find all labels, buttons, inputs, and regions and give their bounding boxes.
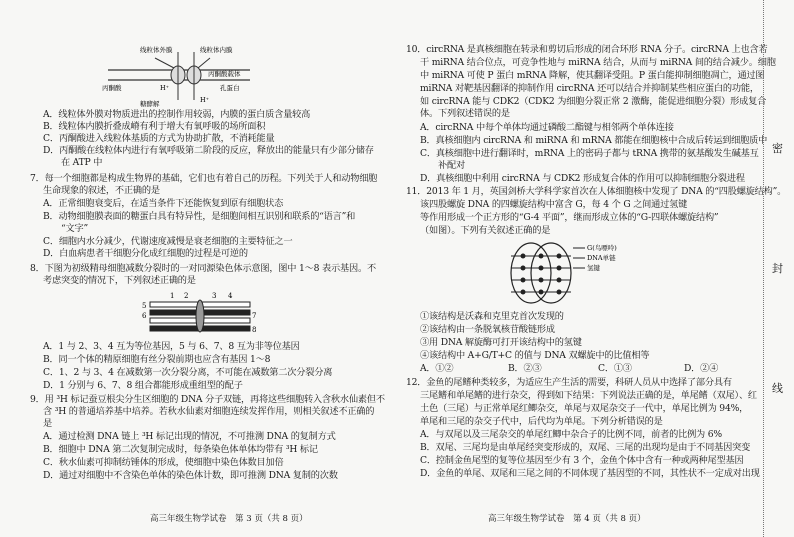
q12-stem-4: 单尾和三尾的杂交子代中，后代均为单尾。下列分析错误的是	[420, 416, 663, 427]
chrom-label-4: 4	[228, 292, 233, 300]
q6-option-a: A．线粒体外膜对物质进出的控制作用较弱，内膜的蛋白质含量较高	[43, 109, 311, 120]
q10-option-d: D．真核细胞中利用 circRNA 与 CDK2 形成复合体的作用可以抑制细胞分裂进程	[420, 173, 745, 184]
q6-option-d-cont: 在 ATP 中	[43, 157, 103, 168]
chrom-label-7: 7	[252, 312, 257, 320]
left-footer: 高三年级生物学试卷 第 3 页（共 8 页）	[150, 514, 308, 524]
chrom-label-2: 2	[184, 292, 189, 300]
q12-stem-2: 三尾鳍和单尾鳍的进行杂交，得到如下结果：下列说法正确的是，单尾鳍（双尾）、红	[420, 390, 757, 401]
q11-statement-3: ③用 DNA 解旋酶可打开该结构中的氢键	[420, 337, 582, 348]
q11-option-d: D．②④	[684, 363, 719, 374]
margin-char-2: 封	[772, 262, 783, 275]
q8-stem-1: 8．下图为初级精母细胞减数分裂时的一对同源染色体示意图，图中 1～8 表示基因。不	[30, 263, 376, 274]
binding-margin	[763, 0, 794, 537]
fig1-label-glycolysis: 糖酵解	[140, 100, 160, 108]
q10-stem-2: 干 miRNA 结合位点，可竞争性地与 miRNA 结合，从而与 miRNA 间的结合减少。细胞	[420, 57, 776, 68]
q10-option-c: C．真核细胞中进行翻译时，mRNA 上的密码子都与 tRNA 携带的氨基酸发生碱基互	[420, 148, 759, 159]
q8-option-b: B．同一个体的精原细胞有丝分裂前期也应含有基因 1～8	[43, 354, 271, 365]
dna-strand-label: DNA单链	[587, 254, 616, 262]
q10-stem-4: miRNA 对靶基因翻译的抑制作用 circRNA 还可以结合并抑制某些相应蛋白的功能，	[420, 83, 759, 94]
q7-stem-2: 生命现象的叙述，不正确的是	[43, 185, 160, 196]
q6-option-c: C．丙酮酸进入线粒体基质的方式为协助扩散，不消耗能量	[43, 133, 275, 144]
q11-stem-3: 等作用形成一个正方形的“G-4 平面”，继而形成立体的“G-四联体螺旋结构”	[420, 212, 719, 223]
mitochondria-membrane-figure	[100, 42, 260, 110]
q12-option-c: C．控制金鱼尾型的复等位基因至少有 3 个，金鱼个体中含有一种或两种尾型基因	[420, 455, 744, 466]
q12-option-b: B．双尾、三尾均是由单尾经突变形成的，双尾、三尾的出现均是由于不同基因突变	[420, 442, 751, 453]
q12-stem-3: 土色（三尾）与正常单尾红鲫杂交，单尾与双尾杂交子一代中，单尾比例为 94%，	[420, 403, 749, 414]
q11-stem-2: 该四股螺旋 DNA 的四螺旋结构中富含 G，每 4 个 G 之间通过氢键	[420, 199, 688, 210]
q8-option-a: A．1 与 2、3、4 互为等位基因，5 与 6、7、8 互为非等位基因	[43, 341, 300, 352]
margin-char-1: 密	[772, 142, 783, 155]
q11-statement-4: ④该结构中 A+G/T+C 的值与 DNA 双螺旋中的比值相等	[420, 350, 650, 361]
q10-stem-1: 10．circRNA 是真核细胞在转录和剪切后形成的闭合环形 RNA 分子。circRNA 上也含若	[406, 44, 768, 55]
q10-stem-3: 中 miRNA 可使 P 蛋白 mRNA 降解，使其翻译受阻。P 蛋白能抑制细胞凋亡，通过图	[420, 70, 765, 81]
fig1-label-porin: 孔蛋白	[220, 84, 240, 92]
q8-option-c: C．1、2 与 3、4 在减数第一次分裂分离，不可能在减数第二次分裂分离	[43, 367, 333, 378]
q11-option-a: A．①②	[420, 363, 454, 374]
q7-stem-1: 7．每一个细胞都是构成生物界的基础，它们也有着自己的历程。下列关于人和动物细胞	[30, 173, 378, 184]
chrom-label-3: 3	[212, 292, 217, 300]
homologous-chromosome-figure	[140, 288, 260, 338]
margin-char-3: 线	[772, 382, 783, 395]
q11-option-c: C．①③	[598, 363, 632, 374]
q12-option-d: D．金鱼的单尾、双尾和三尾之间的不同体现了基因型的不同，其性状不一定成对出现	[420, 468, 760, 479]
q7-option-c: C．细胞内水分减少，代谢速度减慢是衰老细胞的主要特征之一	[43, 236, 293, 247]
q9-option-b: B．细胞中 DNA 第二次复制完成时，每条染色体单体均带有 ³H 标记	[43, 444, 318, 455]
q10-option-b: B．真核细胞内 circRNA 和 miRNA 和 mRNA 都能在细胞核中合成后转运到细胞质中	[420, 135, 768, 146]
q10-option-a: A．circRNA 中每个单体均通过磷酸二酯键与相邻两个单体连接	[420, 122, 674, 133]
q9-option-d: D．通过对细胞中不含染色单体的染色体计数，即可推测 DNA 复制的次数	[43, 470, 338, 481]
chrom-label-8: 8	[252, 326, 257, 334]
q7-option-a: A．正常细胞衰变后，在适当条件下还能恢复到原有细胞状态	[43, 198, 284, 209]
q11-option-b: B．②③	[508, 363, 542, 374]
q7-option-b: B．动物细胞膜表面的糖蛋白具有特异性，是细胞间相互识别和联系的“语言”和	[43, 211, 356, 222]
q12-stem-1: 12．金鱼的尾鳍种类较多，为适应生产生活的需要，科研人员从中选择了部分具有	[406, 377, 732, 388]
q10-stem-5: 如 circRNA 能与 CDK2（CDK2 为细胞分裂正常 2 激酶，能促进细胞分裂）形成复合	[420, 96, 767, 107]
q8-option-d: D．1 分别与 6、7、8 组合都能形成重组型的配子	[43, 380, 243, 391]
q9-option-a: A．通过检测 DNA 链上 ³H 标记出现的情况，不可推测 DNA 的复制方式	[43, 431, 336, 442]
hydrogen-bond-label: 氢键	[587, 264, 600, 272]
q10-option-c-cont: 补配对	[420, 160, 465, 171]
fig1-label-outer: 线粒体外膜	[140, 46, 173, 54]
g-quadruplex-figure	[493, 238, 668, 308]
fig1-label-inner: 线粒体内膜	[200, 46, 233, 54]
fig1-label-h2: H⁺	[200, 96, 210, 104]
chrom-label-1: 1	[170, 292, 175, 300]
q9-option-c: C．秋水仙素可抑制纺锤体的形成，使细胞中染色体数目加倍	[43, 457, 284, 468]
q8-stem-2: 考虑突变的情况下，下列叙述正确的是	[43, 275, 196, 286]
q9-stem-1: 9．用 ³H 标记蚕豆根尖分生区细胞的 DNA 分子双链，再将这些细胞转入含秋水仙素但不	[30, 394, 385, 405]
q11-statement-2: ②该结构由一条脱氧核苷酸链形成	[420, 324, 555, 335]
q11-stem-1: 11．2013 年 1 月，英国剑桥大学科学家首次在人体细胞核中发现了 DNA 的“四股螺旋结构”。	[406, 186, 787, 197]
chrom-label-5: 5	[142, 302, 147, 310]
q7-option-d: D．白血病患者干细胞分化成红细胞的过程是可逆的	[43, 248, 248, 259]
fig1-label-h: H⁺	[160, 84, 170, 92]
q7-option-b-cont: “文字”	[43, 223, 88, 234]
q6-option-d: D．丙酮酸在线粒体内进行有氧呼吸第二阶段的反应，释放出的能量只有少部分储存	[43, 145, 374, 156]
q6-option-b: B．线粒体内膜折叠成嵴有利于增大有氧呼吸的场所面积	[43, 121, 266, 132]
q10-stem-6: 体。下列叙述错误的是	[420, 108, 510, 119]
right-page	[398, 0, 787, 537]
q11-statement-1: ①该结构是沃森和克里克首次发现的	[420, 311, 564, 322]
q9-stem-2: 含 ³H 的普通培养基中培养。若秋水仙素对细胞连续发挥作用，则相关叙述不正确的	[43, 406, 375, 417]
g-label: G(鸟嘌呤)	[587, 244, 617, 252]
fig1-label-carrier: 丙酮酸载体	[208, 70, 241, 78]
q12-option-a: A．与双尾以及三尾杂交的单尾红鲫中杂合子的比例不同，前者的比例为 6%	[420, 429, 722, 440]
fig1-label-pyruvate: 丙酮酸	[102, 84, 122, 92]
q11-stem-4: （如图）。下列有关叙述正确的是	[420, 225, 551, 236]
right-footer: 高三年级生物学试卷 第 4 页（共 8 页）	[488, 514, 646, 524]
q9-stem-3: 是	[43, 418, 52, 429]
chrom-label-6: 6	[142, 312, 147, 320]
